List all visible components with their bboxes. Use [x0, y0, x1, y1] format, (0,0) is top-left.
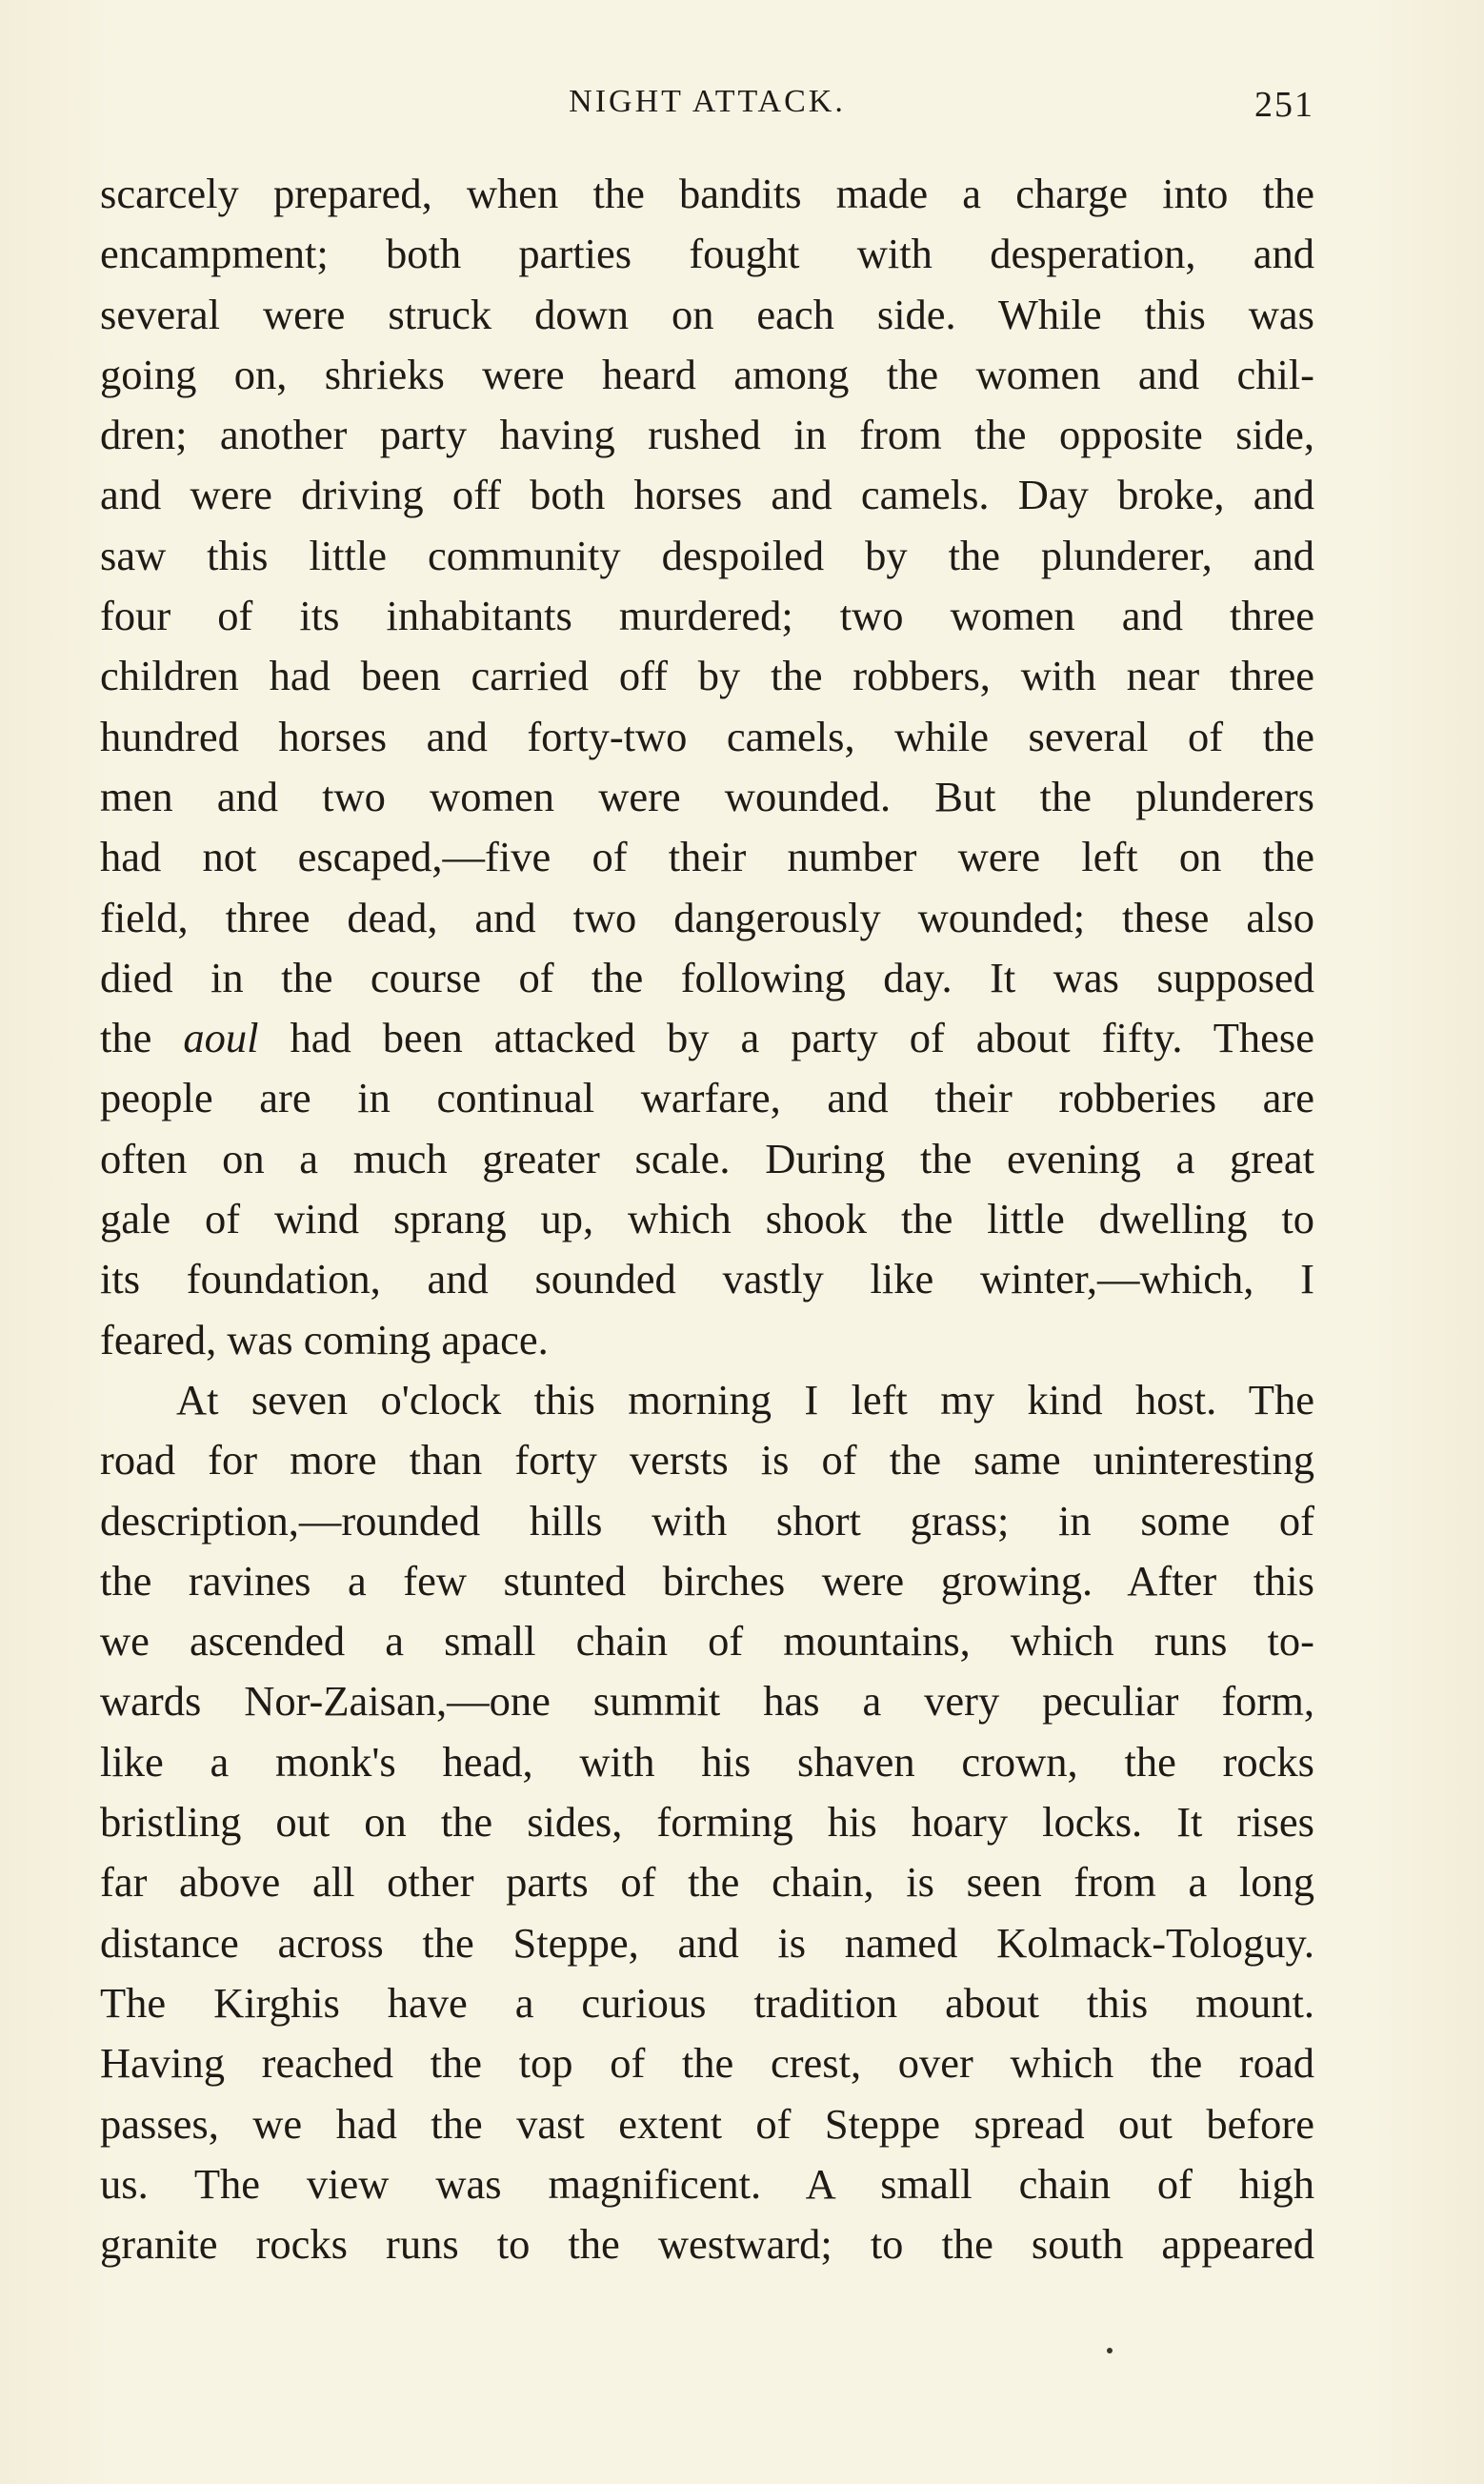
text-line: the ravines a few stunted birches were growing. After this	[100, 1556, 1314, 1605]
text-line: us. The view was magnificent. A small chain of high	[100, 2159, 1314, 2208]
text-line: passes, we had the vast extent of Steppe spread out before	[100, 2099, 1314, 2148]
text-line: we ascended a small chain of mountains, which runs to-	[100, 1617, 1314, 1666]
text-line-with-italic: the aoul had been attacked by a party of about fifty. These	[100, 1014, 1314, 1062]
text-line: bristling out on the sides, forming his hoary locks. It rises	[100, 1798, 1314, 1847]
text-line: road for more than forty versts is of the same uninteresting	[100, 1436, 1314, 1484]
text-line: children had been carried off by the robbers, with near three	[100, 652, 1314, 700]
text-line: saw this little community despoiled by the plunderer, and	[100, 531, 1314, 579]
text-line: distance across the Steppe, and is named Kolmack-Tologuy.	[100, 1918, 1314, 1967]
text-line: wards Nor-Zaisan,—one summit has a very peculiar form,	[100, 1677, 1314, 1726]
text-line: men and two women were wounded. But the plunderers	[100, 772, 1314, 820]
text-line: and were driving off both horses and camels. Day broke, and	[100, 471, 1314, 519]
paragraph-start-line: At seven o'clock this morning I left my kind host. The	[176, 1375, 1314, 1424]
page-number: 251	[1254, 85, 1314, 125]
text-line: people are in continual warfare, and their robberies are	[100, 1074, 1314, 1122]
text-line: died in the course of the following day. It was supposed	[100, 953, 1314, 1001]
text-line: four of its inhabitants murdered; two women and three	[100, 592, 1314, 640]
text-line: dren; another party having rushed in from the opposite side,	[100, 411, 1314, 459]
text-line: like a monk's head, with his shaven crown, the rocks	[100, 1737, 1314, 1786]
body-text	[100, 164, 1314, 2274]
text-line: going on, shrieks were heard among the women and chil-	[100, 350, 1314, 398]
paper-speck	[1107, 2348, 1113, 2353]
text-line: several were struck down on each side. While this was	[100, 290, 1314, 338]
text-line: gale of wind sprang up, which shook the little dwelling to	[100, 1195, 1314, 1243]
text-line: scarcely prepared, when the bandits made a charge into the	[100, 170, 1314, 217]
running-head	[100, 84, 1314, 131]
text-line: Having reached the top of the crest, over which the road	[100, 2039, 1314, 2088]
text-line: field, three dead, and two dangerously wounded; these also	[100, 893, 1314, 941]
text-line: far above all other parts of the chain, is seen from a long	[100, 1858, 1314, 1907]
text-line: description,—rounded hills with short grass; in some of	[100, 1496, 1314, 1545]
chapter-running-title: NIGHT ATTACK.	[569, 84, 846, 119]
text-line: granite rocks runs to the westward; to the south appeared	[100, 2220, 1314, 2269]
text-line: often on a much greater scale. During the evening a great	[100, 1134, 1314, 1182]
paragraph-end-line: feared, was coming apace.	[100, 1315, 549, 1363]
text-line: had not escaped,—five of their number were left on the	[100, 833, 1314, 881]
text-line: its foundation, and sounded vastly like winter,—which, I	[100, 1255, 1314, 1303]
text-line: The Kirghis have a curious tradition about this mount.	[100, 1978, 1314, 2027]
text-line: encampment; both parties fought with desperation, and	[100, 230, 1314, 278]
text-line: hundred horses and forty-two camels, while several of the	[100, 712, 1314, 760]
